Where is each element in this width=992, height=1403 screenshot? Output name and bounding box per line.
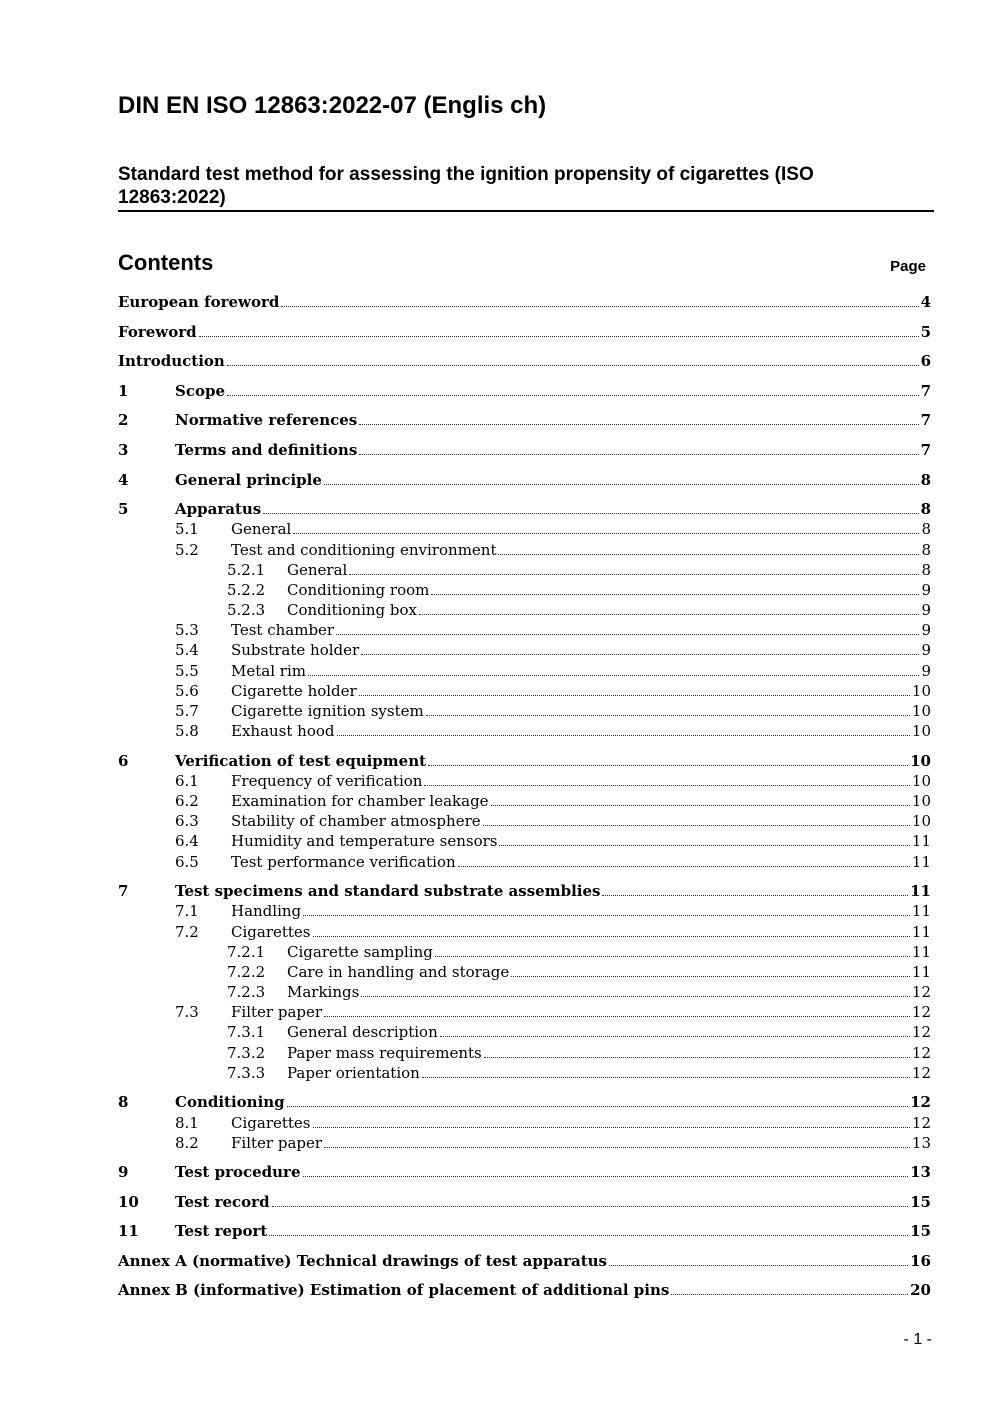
toc-entry-title: Care in handling and storage	[287, 963, 510, 981]
toc-dot-leader	[361, 654, 919, 655]
toc-entry-title: Introduction	[118, 352, 225, 370]
toc-entry-title: Cigarettes	[231, 1114, 311, 1132]
toc-dot-leader	[671, 1294, 908, 1295]
toc-entry[interactable]	[118, 600, 931, 620]
toc-dot-leader	[303, 1176, 909, 1177]
toc-entry-title: Conditioning room	[287, 581, 430, 599]
toc-dot-leader	[263, 513, 918, 514]
toc-dot-leader	[324, 1016, 910, 1017]
toc-entry-title: Frequency of verification	[231, 772, 423, 790]
toc-entry-number: 5	[118, 500, 129, 518]
toc-entry-title: Handling	[231, 902, 302, 920]
toc-entry-title: Substrate holder	[231, 641, 360, 659]
toc-entry[interactable]	[118, 1043, 931, 1063]
toc-entry-title: Stability of chamber atmosphere	[231, 812, 481, 830]
toc-entry-title: Test specimens and standard substrate assemblies	[175, 882, 601, 900]
toc-dot-leader	[359, 424, 918, 425]
toc-entry-number: 7.2	[175, 923, 199, 941]
toc-dot-leader	[419, 614, 919, 615]
toc-entry[interactable]	[118, 1022, 931, 1042]
toc-dot-leader	[498, 554, 919, 555]
toc-entry[interactable]	[118, 922, 931, 942]
toc-entry-number: 6	[118, 752, 129, 770]
toc-entry-title: Test record	[175, 1193, 270, 1211]
toc-entry[interactable]	[118, 751, 931, 771]
toc-entry-number: 1	[118, 382, 129, 400]
toc-entry-number: 7	[118, 882, 129, 900]
toc-entry-number: 5.4	[175, 641, 199, 659]
toc-entry[interactable]	[118, 811, 931, 831]
toc-entry[interactable]	[118, 881, 931, 901]
toc-dot-leader	[426, 715, 910, 716]
toc-entry[interactable]	[118, 440, 931, 460]
toc-dot-leader	[424, 785, 909, 786]
toc-entry[interactable]	[118, 1063, 931, 1083]
toc-dot-leader	[359, 454, 918, 455]
toc-entry-page: 9	[921, 621, 931, 639]
toc-entry-page: 9	[921, 662, 931, 680]
toc-dot-leader	[269, 1235, 908, 1236]
toc-entry-page: 12	[911, 1044, 931, 1062]
toc-entry-title: Terms and definitions	[175, 441, 358, 459]
toc-dot-leader	[440, 1036, 910, 1037]
toc-entry-page: 9	[921, 581, 931, 599]
toc-entry[interactable]	[118, 1113, 931, 1133]
toc-entry[interactable]	[118, 410, 931, 430]
toc-entry-page: 11	[911, 963, 931, 981]
toc-entry-title: Test procedure	[175, 1163, 301, 1181]
toc-entry[interactable]	[118, 771, 931, 791]
toc-entry[interactable]	[118, 470, 931, 490]
toc-dot-leader	[511, 976, 910, 977]
toc-dot-leader	[361, 996, 910, 997]
toc-entry[interactable]	[118, 640, 931, 660]
toc-entry[interactable]	[118, 962, 931, 982]
toc-entry[interactable]	[118, 831, 931, 851]
toc-entry[interactable]	[118, 292, 931, 312]
toc-entry-title: Cigarette sampling	[287, 943, 433, 961]
toc-entry-number: 5.6	[175, 682, 199, 700]
toc-entry-number: 7.2.2	[227, 963, 266, 981]
toc-entry-number: 11	[118, 1222, 139, 1240]
toc-entry-title: Filter paper	[231, 1003, 323, 1021]
toc-entry[interactable]	[118, 1251, 931, 1271]
toc-dot-leader	[281, 306, 918, 307]
toc-entry-page: 15	[910, 1193, 931, 1211]
toc-dot-leader	[349, 574, 919, 575]
toc-entry-title: Conditioning box	[287, 601, 418, 619]
toc-dot-leader	[428, 765, 908, 766]
table-of-contents	[118, 0, 931, 1403]
toc-entry-page: 10	[911, 702, 931, 720]
toc-entry[interactable]	[118, 791, 931, 811]
toc-entry-page: 11	[911, 923, 931, 941]
toc-entry-number: 5.2.1	[227, 561, 266, 579]
toc-entry-number: 7.3.3	[227, 1064, 266, 1082]
toc-entry-page: 10	[911, 722, 931, 740]
toc-dot-leader	[199, 336, 919, 337]
toc-entry-number: 5.2	[175, 541, 199, 559]
toc-entry-title: Verification of test equipment	[175, 752, 427, 770]
toc-entry-page: 16	[910, 1252, 931, 1270]
toc-entry-number: 6.2	[175, 792, 199, 810]
document-subtitle: Standard test method for assessing the ignition propensity of cigarettes (ISO 12863:2022)	[118, 164, 814, 208]
toc-entry-title: Test chamber	[231, 621, 335, 639]
toc-entry-number: 9	[118, 1163, 129, 1181]
toc-entry-page: 10	[911, 792, 931, 810]
toc-entry-number: 7.2.3	[227, 983, 266, 1001]
toc-entry-title: Cigarettes	[231, 923, 311, 941]
toc-entry-page: 4	[920, 293, 931, 311]
toc-entry-title: Test and conditioning environment	[231, 541, 497, 559]
toc-dot-leader	[431, 594, 919, 595]
toc-entry-page: 6	[920, 352, 931, 370]
toc-entry-page: 11	[911, 853, 931, 871]
toc-dot-leader	[293, 533, 919, 534]
toc-entry-number: 7.3.1	[227, 1023, 266, 1041]
toc-entry-number: 7.1	[175, 902, 199, 920]
toc-entry-page: 5	[920, 323, 931, 341]
toc-entry-title: General description	[287, 1023, 438, 1041]
toc-entry-number: 5.2.2	[227, 581, 266, 599]
toc-entry-number: 10	[118, 1193, 139, 1211]
toc-dot-leader	[359, 695, 910, 696]
toc-dot-leader	[484, 1057, 910, 1058]
toc-entry[interactable]	[118, 1280, 931, 1300]
toc-entry-page: 11	[911, 902, 931, 920]
toc-entry-page: 8	[921, 541, 931, 559]
toc-entry-page: 12	[911, 1003, 931, 1021]
toc-dot-leader	[303, 915, 910, 916]
toc-entry-title: Humidity and temperature sensors	[231, 832, 498, 850]
toc-entry-title: Paper orientation	[287, 1064, 420, 1082]
toc-entry-page: 15	[910, 1222, 931, 1240]
toc-entry-title: Conditioning	[175, 1093, 285, 1111]
toc-entry-page: 12	[911, 983, 931, 1001]
toc-entry-page: 8	[920, 471, 931, 489]
toc-entry-title: Foreword	[118, 323, 197, 341]
toc-entry-number: 7.3.2	[227, 1044, 266, 1062]
toc-entry[interactable]	[118, 982, 931, 1002]
toc-dot-leader	[324, 484, 919, 485]
toc-entry[interactable]	[118, 661, 931, 681]
toc-entry-number: 8.1	[175, 1114, 199, 1132]
toc-entry-page: 8	[921, 561, 931, 579]
toc-dot-leader	[287, 1106, 908, 1107]
toc-dot-leader	[308, 675, 919, 676]
toc-entry-page: 12	[910, 1093, 931, 1111]
toc-dot-leader	[499, 845, 909, 846]
toc-entry[interactable]	[118, 1092, 931, 1112]
toc-entry-page: 13	[911, 1134, 931, 1152]
toc-dot-leader	[272, 1206, 909, 1207]
toc-entry-page: 12	[911, 1023, 931, 1041]
toc-entry-page: 10	[911, 812, 931, 830]
toc-entry[interactable]	[118, 1221, 931, 1241]
toc-dot-leader	[227, 365, 919, 366]
toc-entry-number: 7.2.1	[227, 943, 266, 961]
toc-entry-title: Metal rim	[231, 662, 306, 680]
toc-dot-leader	[227, 395, 919, 396]
toc-entry[interactable]	[118, 681, 931, 701]
toc-dot-leader	[313, 936, 910, 937]
toc-entry-number: 5.5	[175, 662, 199, 680]
toc-entry[interactable]	[118, 1002, 931, 1022]
toc-entry-title: Normative references	[175, 411, 358, 429]
page-column-label: Page	[890, 258, 926, 275]
toc-entry-title: Markings	[287, 983, 360, 1001]
toc-entry-title: Apparatus	[175, 500, 262, 518]
toc-entry-page: 12	[911, 1114, 931, 1132]
toc-entry-page: 8	[920, 500, 931, 518]
toc-entry-number: 8	[118, 1093, 129, 1111]
toc-dot-leader	[602, 895, 908, 896]
toc-entry-number: 6.1	[175, 772, 199, 790]
toc-entry-title: Exhaust hood	[231, 722, 335, 740]
toc-entry-title: Cigarette holder	[231, 682, 357, 700]
toc-entry[interactable]	[118, 499, 931, 519]
toc-entry-number: 4	[118, 471, 129, 489]
toc-entry-page: 7	[920, 382, 931, 400]
toc-entry-title: General	[287, 561, 348, 579]
toc-dot-leader	[313, 1127, 910, 1128]
toc-entry-page: 11	[910, 882, 931, 900]
toc-entry-page: 11	[911, 832, 931, 850]
toc-entry-title: Scope	[175, 382, 226, 400]
toc-entry[interactable]	[118, 721, 931, 741]
document-title: DIN EN ISO 12863:2022-07 (Englis ch)	[118, 92, 547, 119]
toc-entry-number: 2	[118, 411, 129, 429]
toc-entry-title: Annex A (normative) Technical drawings of test apparatus	[118, 1252, 607, 1270]
toc-entry-page: 10	[911, 772, 931, 790]
contents-heading: Contents	[118, 250, 214, 275]
toc-entry-page: 9	[921, 601, 931, 619]
toc-entry-page: 11	[911, 943, 931, 961]
toc-entry[interactable]	[118, 351, 931, 371]
toc-entry-page: 12	[911, 1064, 931, 1082]
toc-entry-number: 6.3	[175, 812, 199, 830]
toc-entry[interactable]	[118, 901, 931, 921]
toc-entry-number: 5.2.3	[227, 601, 266, 619]
toc-entry-title: Test report	[175, 1222, 268, 1240]
toc-entry-title: Examination for chamber leakage	[231, 792, 489, 810]
toc-dot-leader	[458, 866, 910, 867]
toc-entry[interactable]	[118, 701, 931, 721]
toc-entry-number: 5.3	[175, 621, 199, 639]
toc-entry-number: 5.7	[175, 702, 199, 720]
toc-entry-number: 5.8	[175, 722, 199, 740]
toc-dot-leader	[337, 735, 910, 736]
toc-entry-title: General principle	[175, 471, 322, 489]
toc-entry-title: Filter paper	[231, 1134, 323, 1152]
toc-entry-page: 7	[920, 411, 931, 429]
toc-entry[interactable]	[118, 580, 931, 600]
toc-dot-leader	[435, 956, 910, 957]
page-number: - 1 -	[903, 1331, 932, 1348]
toc-entry-title: Annex B (informative) Estimation of placement of additional pins	[118, 1281, 670, 1299]
toc-entry-title: Cigarette ignition system	[231, 702, 424, 720]
toc-dot-leader	[491, 805, 910, 806]
toc-entry-number: 7.3	[175, 1003, 199, 1021]
toc-entry[interactable]	[118, 852, 931, 872]
toc-entry-title: General	[231, 520, 292, 538]
toc-entry-page: 9	[921, 641, 931, 659]
toc-entry[interactable]	[118, 322, 931, 342]
toc-entry-page: 8	[921, 520, 931, 538]
toc-entry-number: 6.5	[175, 853, 199, 871]
toc-entry-number: 5.1	[175, 520, 199, 538]
toc-dot-leader	[483, 825, 910, 826]
toc-entry-page: 13	[910, 1163, 931, 1181]
toc-entry[interactable]	[118, 620, 931, 640]
toc-entry[interactable]	[118, 942, 931, 962]
toc-dot-leader	[336, 634, 919, 635]
toc-entry-number: 3	[118, 441, 129, 459]
toc-entry[interactable]	[118, 1162, 931, 1182]
toc-entry[interactable]	[118, 560, 931, 580]
toc-dot-leader	[324, 1147, 910, 1148]
toc-entry-number: 8.2	[175, 1134, 199, 1152]
toc-entry-page: 10	[911, 682, 931, 700]
toc-entry[interactable]	[118, 540, 931, 560]
toc-entry[interactable]	[118, 519, 931, 539]
toc-entry-title: Test performance verification	[231, 853, 456, 871]
toc-dot-leader	[609, 1265, 908, 1266]
toc-entry[interactable]	[118, 1192, 931, 1212]
toc-entry[interactable]	[118, 381, 931, 401]
toc-entry[interactable]	[118, 1133, 931, 1153]
toc-entry-page: 10	[910, 752, 931, 770]
toc-entry-number: 6.4	[175, 832, 199, 850]
toc-entry-title: Paper mass requirements	[287, 1044, 482, 1062]
toc-entry-page: 20	[910, 1281, 931, 1299]
toc-entry-page: 7	[920, 441, 931, 459]
toc-dot-leader	[422, 1077, 910, 1078]
toc-entry-title: European foreword	[118, 293, 280, 311]
